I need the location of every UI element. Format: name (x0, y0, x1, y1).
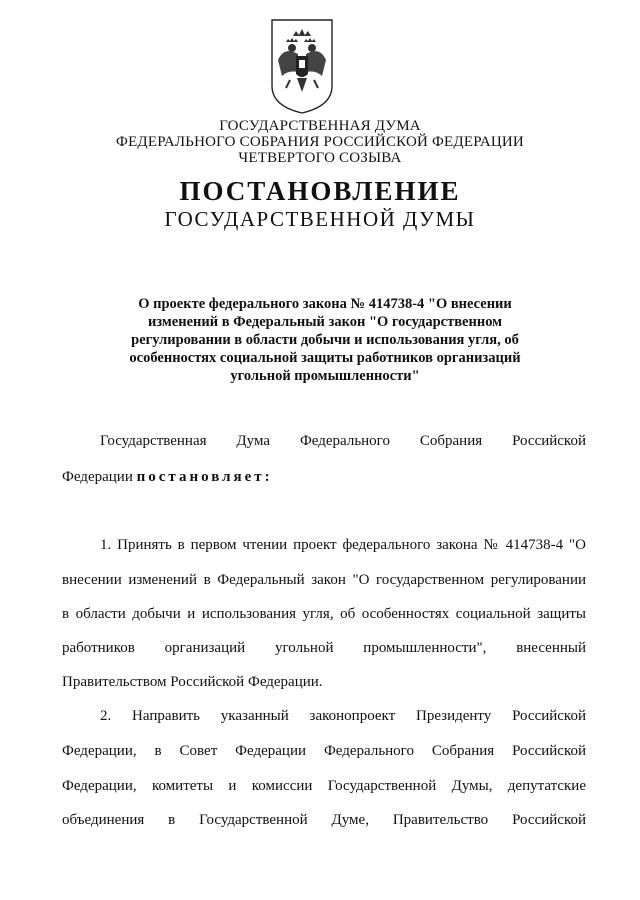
subject-line: особенностях социальной защиты работников организаций (129, 350, 521, 366)
state-emblem-icon (268, 16, 336, 116)
header-line-2: ФЕДЕРАЛЬНОГО СОБРАНИЯ РОССИЙСКОЙ ФЕДЕРАЦИИ (116, 134, 524, 150)
document-title: ПОСТАНОВЛЕНИЕ (179, 176, 461, 206)
para2-line: 2. Направить указанный законопроект Президенту Российской (100, 708, 586, 724)
para1-line: в области добычи и использования угля, об особенностях социальной защиты (62, 606, 586, 622)
para2-line: объединения в Государственной Думе, Правительство Российской (62, 812, 586, 828)
preamble-line-2 (62, 467, 586, 487)
preamble-line-1: Государственная Дума Федерального Собрания Российской (100, 433, 586, 449)
para2-line: Федерации, комитеты и комиссии Государственной Думы, депутатские (62, 778, 586, 794)
document-subtitle: ГОСУДАРСТВЕННОЙ ДУМЫ (164, 207, 476, 231)
subject-line: угольной промышленности" (230, 368, 420, 384)
para2-line: Федерации, в Совет Федерации Федерального Собрания Российской (62, 743, 586, 759)
preamble-prefix: Федерации (62, 469, 137, 485)
header-line-3: ЧЕТВЕРТОГО СОЗЫВА (238, 150, 402, 166)
preamble-resolves: постановляет: (136, 469, 273, 485)
subject-line: О проекте федерального закона № 414738-4 "О внесении (138, 296, 512, 312)
subject-line: изменений в Федеральный закон "О государственном (147, 314, 503, 330)
header-line-1: ГОСУДАРСТВЕННАЯ ДУМА (219, 118, 421, 134)
para1-line: внесении изменений в Федеральный закон "О государственном регулировании (62, 572, 586, 588)
para1-line: 1. Принять в первом чтении проект федерального закона № 414738-4 "О (100, 537, 586, 553)
para1-line: работников организаций угольной промышленности", внесенный (62, 640, 586, 656)
subject-line: регулировании в области добычи и использования угля, об (131, 332, 519, 348)
document-subject (110, 295, 540, 385)
para1-line: Правительством Российской Федерации. (62, 674, 323, 690)
